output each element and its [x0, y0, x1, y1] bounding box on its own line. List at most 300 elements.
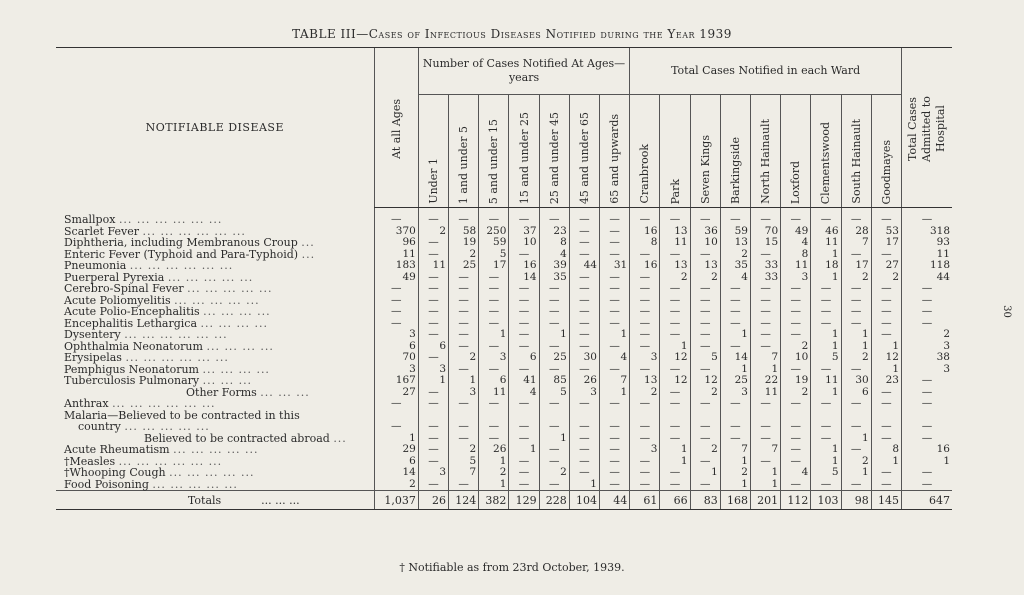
- table-cell: —: [599, 318, 629, 330]
- table-cell: —: [449, 433, 479, 445]
- table-cell: 7: [599, 375, 629, 387]
- table-cell: 25: [539, 352, 569, 364]
- totals-label: Totals ... ... ...: [56, 491, 374, 510]
- totals-cell: 124: [449, 491, 479, 510]
- table-cell: 35: [720, 260, 750, 272]
- table-cell: —: [599, 295, 629, 307]
- table-cell: 70: [374, 352, 418, 364]
- header-age-col: 15 and under 25: [509, 95, 539, 208]
- disease-name: Anthrax ... ... ... ... ... ...: [64, 397, 216, 410]
- table-cell: —: [871, 249, 901, 261]
- table-cell: 2: [841, 456, 871, 468]
- table-cell: 2: [690, 272, 720, 284]
- disease-name: Believed to be contracted abroad ...: [144, 431, 347, 445]
- totals-cell: 1,037: [374, 491, 418, 510]
- table-cell: 12: [690, 375, 720, 387]
- table-cell: —: [449, 421, 479, 433]
- table-cell: —: [599, 433, 629, 445]
- table-cell: —: [418, 283, 448, 295]
- table-cell: —: [569, 283, 599, 295]
- table-cell: 2: [720, 249, 750, 261]
- table-cell: 17: [479, 260, 509, 272]
- totals-cell: 112: [781, 491, 811, 510]
- table-cell: 1: [509, 444, 539, 456]
- disease-name: Malaria—Believed to be contracted in this: [64, 408, 300, 422]
- header-ward-col: Seven Kings: [690, 95, 720, 208]
- table-cell: 1: [811, 249, 841, 261]
- table-cell: [479, 410, 509, 422]
- table-cell: —: [539, 479, 569, 491]
- table-cell: —: [509, 249, 539, 261]
- table-cell: 1: [539, 433, 569, 445]
- table-cell: 1: [841, 467, 871, 479]
- table-cell: 183: [374, 260, 418, 272]
- totals-cell: 647: [902, 491, 953, 510]
- table-cell: 16: [630, 226, 660, 238]
- table-cell: —: [690, 283, 720, 295]
- table-cell: —: [630, 318, 660, 330]
- table-cell: 29: [374, 444, 418, 456]
- table-cell: —: [811, 208, 841, 226]
- header-ward-col: North Hainault: [750, 95, 780, 208]
- table-cell: 13: [660, 226, 690, 238]
- table-cell: —: [599, 249, 629, 261]
- table-cell: —: [750, 318, 780, 330]
- table-cell: —: [418, 329, 448, 341]
- table-cell: 10: [690, 237, 720, 249]
- table-cell: —: [660, 421, 690, 433]
- disease-name: Scarlet Fever ... ... ... ... ... ...: [64, 224, 246, 238]
- table-cell: 1: [418, 375, 448, 387]
- table-cell: —: [479, 306, 509, 318]
- table-cell: [720, 410, 750, 422]
- disease-name: Pemphigus Neonatorum ... ... ... ...: [64, 362, 270, 376]
- table-cell: —: [750, 329, 780, 341]
- table-cell: —: [902, 208, 953, 226]
- table-cell: —: [902, 318, 953, 330]
- table-cell: —: [630, 479, 660, 491]
- table-cell: 4: [781, 237, 811, 249]
- table-cell: —: [871, 329, 901, 341]
- table-cell: —: [902, 433, 953, 445]
- table-cell: 5: [811, 467, 841, 479]
- table-cell: —: [418, 433, 448, 445]
- table-cell: —: [569, 456, 599, 468]
- table-cell: —: [871, 421, 901, 433]
- table-cell: 1: [479, 329, 509, 341]
- totals-cell: 103: [811, 491, 841, 510]
- table-cell: —: [811, 398, 841, 410]
- table-cell: —: [720, 306, 750, 318]
- table-cell: —: [418, 456, 448, 468]
- table-cell: —: [841, 479, 871, 491]
- table-cell: —: [811, 295, 841, 307]
- table-cell: 6: [374, 456, 418, 468]
- table-title-prefix: TABLE III—: [292, 27, 369, 41]
- table-cell: 5: [449, 456, 479, 468]
- table-cell: 370: [374, 226, 418, 238]
- table-cell: —: [690, 341, 720, 353]
- disease-name: Erysipelas ... ... ... ... ... ...: [64, 351, 229, 364]
- table-cell: —: [630, 249, 660, 261]
- table-cell: —: [374, 283, 418, 295]
- table-cell: —: [599, 398, 629, 410]
- table-cell: 1: [811, 456, 841, 468]
- table-cell: —: [539, 295, 569, 307]
- table-cell: —: [781, 398, 811, 410]
- table-cell: —: [841, 318, 871, 330]
- table-cell: —: [509, 421, 539, 433]
- disease-name: Acute Polio-Encephalitis ... ... ... ...: [64, 305, 271, 318]
- table-cell: 1: [569, 479, 599, 491]
- table-cell: 8: [871, 444, 901, 456]
- table-cell: —: [539, 456, 569, 468]
- table-cell: 1: [660, 456, 690, 468]
- table-cell: —: [630, 329, 660, 341]
- disease-name: Smallpox ... ... ... ... ... ...: [64, 212, 223, 226]
- disease-name: Ophthalmia Neonatorum ... ... ... ...: [64, 339, 274, 353]
- table-cell: —: [418, 387, 448, 399]
- table-cell: 1: [902, 456, 953, 468]
- table-cell: 2: [871, 272, 901, 284]
- table-cell: —: [902, 295, 953, 307]
- table-cell: —: [690, 329, 720, 341]
- table-cell: 8: [539, 237, 569, 249]
- table-cell: —: [781, 364, 811, 376]
- table-cell: —: [660, 318, 690, 330]
- disease-name: Dysentery ... ... ... ... ... ...: [64, 328, 228, 341]
- table-cell: 58: [449, 226, 479, 238]
- header-hospital: Total Cases Admitted to Hospital: [902, 48, 953, 208]
- header-ages-group: Number of Cases Notified At Ages—years: [418, 48, 629, 95]
- table-cell: —: [750, 398, 780, 410]
- table-cell: —: [509, 283, 539, 295]
- table-cell: 44: [902, 272, 953, 284]
- table-cell: —: [418, 318, 448, 330]
- table-cell: —: [690, 398, 720, 410]
- header-age-col: Under 1: [418, 95, 448, 208]
- table-cell: —: [660, 295, 690, 307]
- table-cell: —: [750, 306, 780, 318]
- table-cell: —: [720, 283, 750, 295]
- table-cell: —: [871, 467, 901, 479]
- table-cell: —: [374, 295, 418, 307]
- table-cell: —: [781, 433, 811, 445]
- disease-name: Food Poisoning ... ... ... ... ...: [64, 477, 238, 491]
- table-cell: 19: [781, 375, 811, 387]
- table-cell: 17: [871, 237, 901, 249]
- table-cell: —: [569, 272, 599, 284]
- table-cell: —: [479, 283, 509, 295]
- table-cell: —: [750, 295, 780, 307]
- table-cell: 16: [509, 260, 539, 272]
- table-cell: —: [781, 329, 811, 341]
- table-cell: 35: [539, 272, 569, 284]
- header-ward-col: Cranbrook: [630, 95, 660, 208]
- table-cell: 36: [690, 226, 720, 238]
- table-cell: 5: [479, 249, 509, 261]
- table-cell: 1: [479, 456, 509, 468]
- table-cell: 38: [902, 352, 953, 364]
- table-cell: —: [781, 283, 811, 295]
- table-cell: 1: [599, 387, 629, 399]
- table-cell: 1: [750, 364, 780, 376]
- table-cell: 4: [720, 272, 750, 284]
- table-cell: —: [750, 208, 780, 226]
- table-cell: 2: [449, 352, 479, 364]
- table-cell: —: [750, 341, 780, 353]
- disease-name: Tuberculosis Pulmonary ... ... ...: [64, 374, 253, 387]
- table-cell: —: [449, 283, 479, 295]
- table-cell: 3: [374, 364, 418, 376]
- header-ward-col: Loxford: [781, 95, 811, 208]
- table-cell: 59: [720, 226, 750, 238]
- table-cell: —: [781, 421, 811, 433]
- table-cell: 27: [871, 260, 901, 272]
- table-cell: 22: [750, 375, 780, 387]
- table-cell: 2: [449, 249, 479, 261]
- table-cell: —: [781, 318, 811, 330]
- table-cell: [539, 410, 569, 422]
- table-cell: 13: [630, 375, 660, 387]
- table-cell: 53: [871, 226, 901, 238]
- table-cell: 11: [902, 249, 953, 261]
- disease-name: †Measles ... ... ... ... ... ...: [64, 454, 223, 468]
- table-cell: —: [569, 329, 599, 341]
- table-cell: —: [479, 295, 509, 307]
- table-cell: —: [418, 398, 448, 410]
- table-cell: 37: [509, 226, 539, 238]
- table-cell: —: [871, 433, 901, 445]
- table-cell: 7: [841, 237, 871, 249]
- table-cell: 4: [539, 249, 569, 261]
- table-cell: 11: [781, 260, 811, 272]
- table-cell: —: [841, 283, 871, 295]
- table-cell: —: [479, 272, 509, 284]
- table-cell: 3: [449, 387, 479, 399]
- table-cell: 2: [720, 467, 750, 479]
- table-cell: —: [811, 479, 841, 491]
- table-cell: —: [449, 398, 479, 410]
- table-cell: 2: [630, 387, 660, 399]
- disease-name: Puerperal Pyrexia ... ... ... ... ...: [64, 270, 254, 284]
- table-cell: 23: [871, 375, 901, 387]
- disease-name: Encephalitis Lethargica ... ... ... ...: [64, 316, 268, 330]
- table-cell: —: [841, 208, 871, 226]
- table-cell: —: [509, 364, 539, 376]
- header-ward-col: South Hainault: [841, 95, 871, 208]
- totals-cell: 228: [539, 491, 569, 510]
- table-cell: 11: [811, 237, 841, 249]
- table-cell: —: [750, 421, 780, 433]
- table-cell: —: [660, 433, 690, 445]
- totals-cell: 26: [418, 491, 448, 510]
- table-cell: 1: [720, 479, 750, 491]
- totals-cell: 44: [599, 491, 629, 510]
- table-cell: —: [720, 433, 750, 445]
- header-age-col: 65 and upwards: [599, 95, 629, 208]
- table-cell: —: [660, 364, 690, 376]
- table-cell: —: [871, 398, 901, 410]
- table-cell: 85: [539, 375, 569, 387]
- table-cell: —: [479, 341, 509, 353]
- table-cell: 250: [479, 226, 509, 238]
- table-cell: 3: [479, 352, 509, 364]
- table-cell: —: [599, 208, 629, 226]
- table-cell: 70: [750, 226, 780, 238]
- totals-cell: 104: [569, 491, 599, 510]
- header-ward-group: Total Cases Notified in each Ward: [630, 48, 902, 95]
- table-cell: 8: [630, 237, 660, 249]
- table-cell: —: [509, 329, 539, 341]
- table-cell: —: [599, 226, 629, 238]
- header-age-col: 45 and under 65: [569, 95, 599, 208]
- table-cell: 1: [811, 341, 841, 353]
- table-cell: 13: [660, 260, 690, 272]
- table-cell: 30: [841, 375, 871, 387]
- table-cell: 93: [902, 237, 953, 249]
- table-cell: 39: [539, 260, 569, 272]
- table-cell: 11: [374, 249, 418, 261]
- table-cell: 167: [374, 375, 418, 387]
- table-cell: —: [902, 479, 953, 491]
- table-cell: 5: [811, 352, 841, 364]
- table-cell: [449, 410, 479, 422]
- table-cell: —: [871, 306, 901, 318]
- disease-name: Diphtheria, including Membranous Croup ...: [64, 236, 315, 249]
- table-cell: 4: [509, 387, 539, 399]
- table-cell: —: [569, 398, 599, 410]
- table-cell: —: [871, 387, 901, 399]
- table-cell: —: [902, 375, 953, 387]
- table-cell: —: [569, 295, 599, 307]
- table-cell: —: [871, 208, 901, 226]
- table-cell: 3: [902, 364, 953, 376]
- table-cell: 1: [811, 444, 841, 456]
- table-cell: 1: [841, 329, 871, 341]
- footnote: † Notifiable as from 23rd October, 1939.: [399, 561, 625, 574]
- disease-name: Other Forms ... ... ...: [186, 385, 310, 399]
- table-cell: [871, 410, 901, 422]
- table-cell: 25: [720, 375, 750, 387]
- table-cell: —: [660, 283, 690, 295]
- table-cell: [781, 410, 811, 422]
- table-cell: —: [449, 295, 479, 307]
- table-cell: —: [720, 295, 750, 307]
- table-cell: 26: [569, 375, 599, 387]
- table-cell: —: [479, 318, 509, 330]
- table-cell: —: [841, 295, 871, 307]
- table-cell: —: [374, 398, 418, 410]
- totals-cell: 83: [690, 491, 720, 510]
- table-cell: 3: [374, 329, 418, 341]
- totals-cell: 201: [750, 491, 780, 510]
- table-cell: 3: [781, 272, 811, 284]
- table-cell: —: [630, 306, 660, 318]
- table-cell: —: [449, 341, 479, 353]
- table-cell: —: [418, 352, 448, 364]
- table-cell: 10: [781, 352, 811, 364]
- table-cell: 4: [781, 467, 811, 479]
- table-cell: [630, 410, 660, 422]
- table-cell: —: [871, 295, 901, 307]
- table-cell: —: [539, 306, 569, 318]
- table-cell: 14: [509, 272, 539, 284]
- header-ward-col: Goodmayes: [871, 95, 901, 208]
- table-cell: —: [479, 364, 509, 376]
- table-cell: —: [449, 272, 479, 284]
- table-cell: 1: [690, 467, 720, 479]
- table-cell: —: [569, 444, 599, 456]
- page-number: 30: [1000, 305, 1012, 318]
- totals-cell: 61: [630, 491, 660, 510]
- table-cell: —: [418, 272, 448, 284]
- table-cell: —: [902, 398, 953, 410]
- table-cell: 27: [374, 387, 418, 399]
- table-cell: 1: [449, 375, 479, 387]
- table-cell: 3: [630, 352, 660, 364]
- table-cell: 1: [720, 364, 750, 376]
- table-cell: 1: [720, 329, 750, 341]
- table-cell: —: [449, 306, 479, 318]
- table-cell: —: [630, 398, 660, 410]
- header-all-ages: At all Ages: [374, 48, 418, 208]
- table-cell: 2: [418, 226, 448, 238]
- table-cell: [374, 410, 418, 422]
- table-cell: 33: [750, 272, 780, 284]
- table-cell: 2: [781, 387, 811, 399]
- table-cell: —: [630, 283, 660, 295]
- table-cell: —: [509, 433, 539, 445]
- totals-cell: 66: [660, 491, 690, 510]
- table-cell: 1: [539, 329, 569, 341]
- table-cell: —: [509, 479, 539, 491]
- table-cell: 13: [720, 237, 750, 249]
- table-cell: —: [374, 421, 418, 433]
- disease-name: Cerebro-Spinal Fever ... ... ... ... ...: [64, 282, 273, 295]
- totals-cell: 145: [871, 491, 901, 510]
- table-cell: —: [781, 295, 811, 307]
- table-cell: —: [660, 398, 690, 410]
- table-cell: —: [539, 208, 569, 226]
- table-cell: —: [569, 467, 599, 479]
- table-cell: —: [599, 341, 629, 353]
- table-cell: 1: [811, 272, 841, 284]
- table-cell: —: [449, 318, 479, 330]
- disease-name: Acute Rheumatism ... ... ... ... ...: [64, 443, 259, 456]
- disease-name: country ... ... ... ... ...: [78, 420, 210, 433]
- table-cell: —: [720, 398, 750, 410]
- table-cell: 318: [902, 226, 953, 238]
- table-cell: —: [374, 318, 418, 330]
- table-cell: 49: [374, 272, 418, 284]
- table-cell: —: [841, 249, 871, 261]
- table-cell: 14: [374, 467, 418, 479]
- table-cell: —: [902, 306, 953, 318]
- table-cell: —: [374, 306, 418, 318]
- table-cell: —: [509, 318, 539, 330]
- table-cell: —: [599, 364, 629, 376]
- table-cell: 118: [902, 260, 953, 272]
- table-cell: —: [690, 421, 720, 433]
- table-cell: —: [630, 467, 660, 479]
- disease-name: Acute Poliomyelitis ... ... ... ... ...: [64, 293, 260, 307]
- table-cell: —: [599, 306, 629, 318]
- table-cell: —: [418, 306, 448, 318]
- table-cell: 12: [660, 352, 690, 364]
- table-cell: —: [811, 283, 841, 295]
- table-cell: —: [539, 341, 569, 353]
